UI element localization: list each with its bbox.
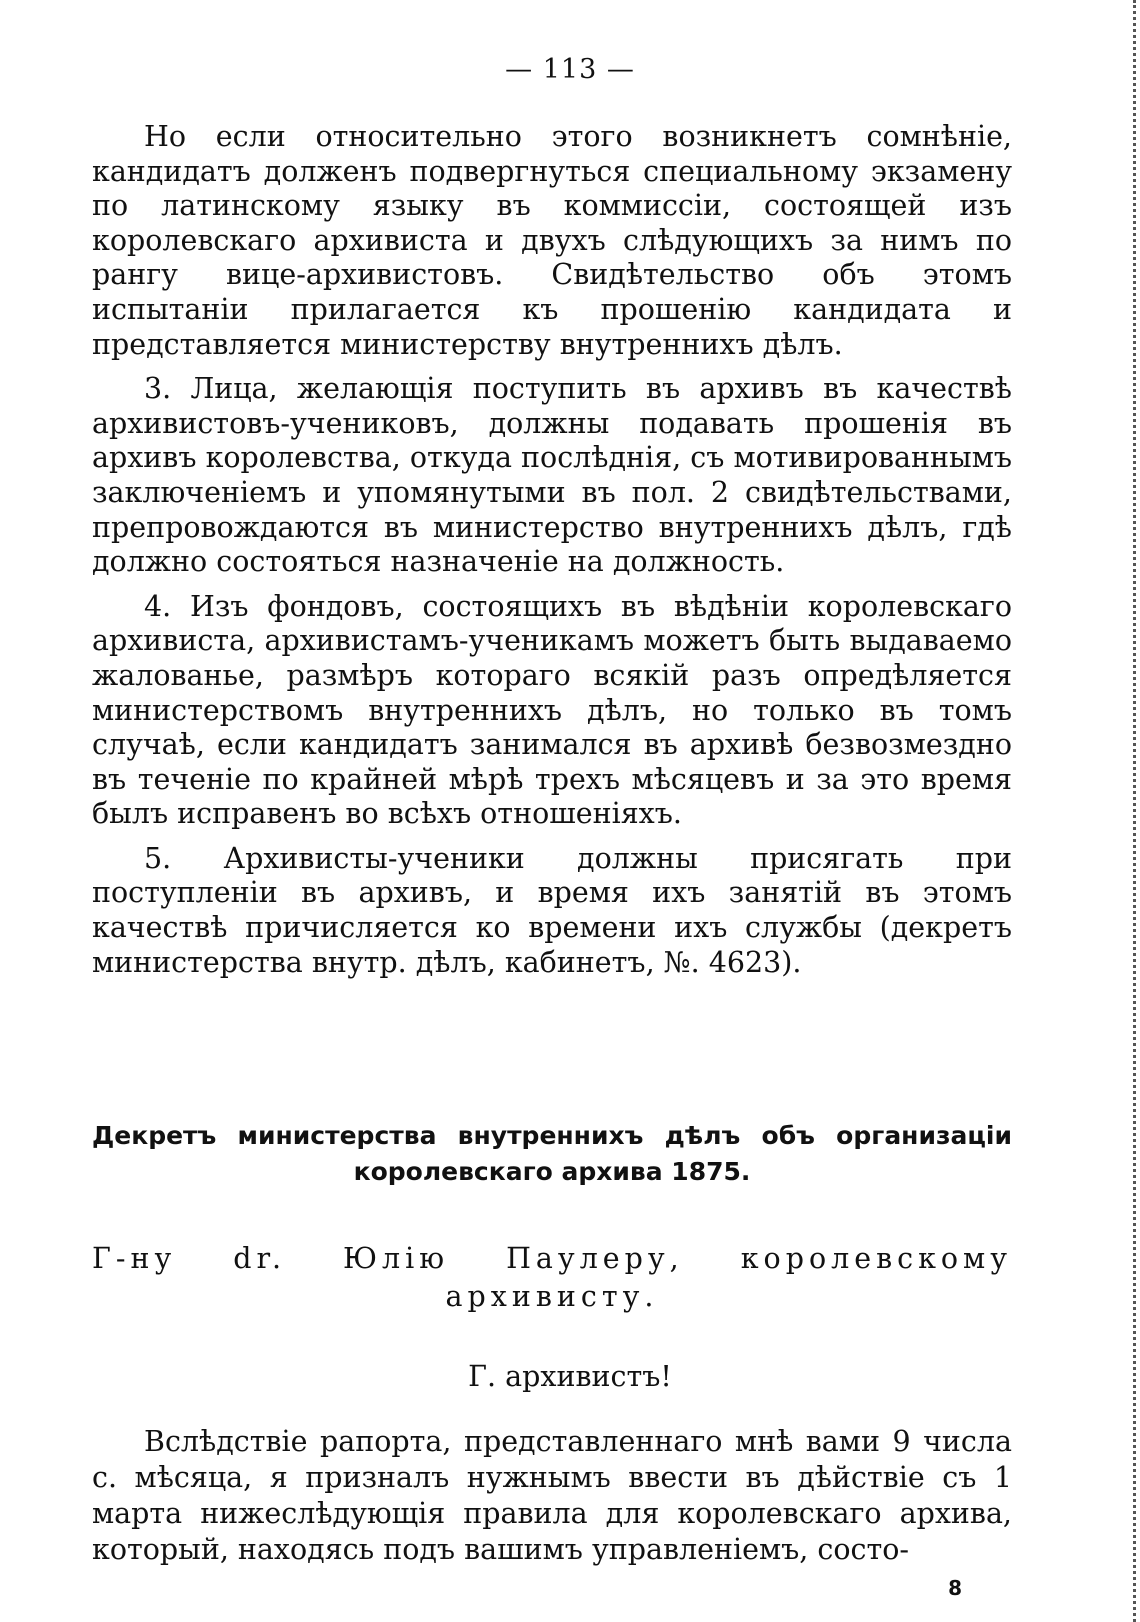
paragraph-4: 4. Изъ фондовъ, состоящихъ въ вѣдѣніи королевскаго архивиста, архивистамъ-ученикамъ можетъ быть выдаваемо жалованье, размѣръ котораго всякій разъ опредѣляется министерствомъ внутреннихъ дѣлъ, но только въ томъ случаѣ, если кандидатъ занимался въ архивѣ безвозмездно въ теченіе по крайней мѣрѣ трехъ мѣсяцевъ и за это время былъ исправенъ во всѣхъ отношеніяхъ. [92,589,1012,831]
paragraph-decree-intro: Вслѣдствіе рапорта, представленнаго мнѣ вами 9 числа с. мѣсяца, я призналъ нужнымъ ввести въ дѣйствіе съ 1 марта нижеслѣдующія правила для королевскаго архива, который, находясь подъ вашимъ управленіемъ, состо- [92,1425,1012,1566]
signature-mark: 8 [948,1576,962,1600]
closing-text [92,1424,1012,1568]
salutation: Г. архивистъ! [468,1360,672,1393]
paragraph-3: 3. Лица, желающія поступить въ архивъ въ качествѣ архивистовъ-учениковъ, должны подавать прошенія въ архивъ королевства, откуда послѣднія, съ мотивированнымъ заключеніемъ и упомянутыми въ пол. 2 свидѣтельствами, препровождаются въ министерство внутреннихъ дѣлъ, гдѣ должно состояться назначеніе на должность. [92,372,1012,579]
paragraph-latin-exam: Но если относительно этого возникнетъ сомнѣніе, кандидатъ долженъ подвергнуться специальному экзамену по латинскому языку въ коммиссіи, состоящей изъ королевскаго архивиста и двухъ слѣдующихъ за нимъ по рангу вице-архивистовъ. Свидѣтельство объ этомъ испытаніи прилагается къ прошенію кандидата и представляется министерству внутреннихъ дѣлъ. [92,120,1012,361]
section-heading: Декретъ министерства внутреннихъ дѣлъ объ организаціи королевскаго архива 1875. [92,1121,1012,1186]
paragraph-5: 5. Архивисты-ученики должны присягать при поступленіи въ архивъ, и время ихъ занятій въ этомъ качествѣ причисляется ко времени ихъ службы (декретъ министерства внутр. дѣлъ, кабинетъ, №. 4623). [92,841,1012,979]
addressee-line: Г-ну dr. Юлію Паулеру, королевскому архивисту. [92,1242,1012,1313]
body-text [92,120,1012,990]
page-number: — 113 — [505,54,635,85]
